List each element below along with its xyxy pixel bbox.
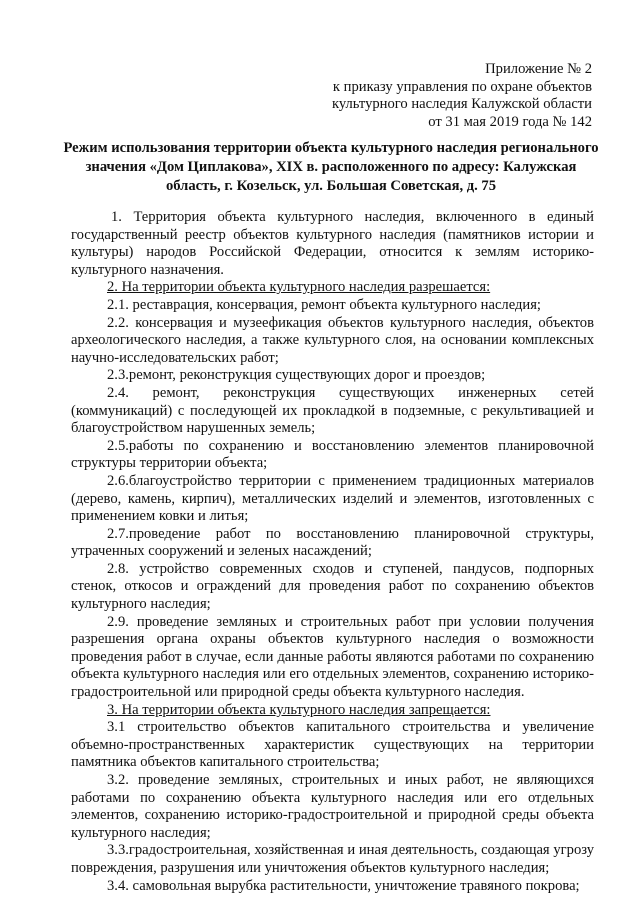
list-item: 2.5.работы по сохранению и восстановлению элементов планировочной структуры территории объекта;: [71, 437, 594, 472]
list-item: 2.2. консервация и музеефикация объектов культурного наследия, объектов археологического наследия, а также культурного слоя, на основании комплексных научно-исследовательских работ;: [71, 314, 594, 366]
appendix-authority: культурного наследия Калужской области: [331, 96, 592, 113]
appendix-number: Приложение № 2: [485, 61, 592, 77]
list-item: 2.9. проведение земляных и строительных работ при условии получения разрешения органа охраны объектов культурного наследия о возможности проведения работ в случае, если данные работы являются работами по сохранению объекта культурного наследия или его отдельных элементов, сохранению историко-градостроительной или природной среды объекта культурного наследия.: [71, 613, 594, 701]
appendix-header: [332, 61, 592, 131]
appendix-order-ref: к приказу управления по охране объектов: [332, 78, 592, 95]
list-item: 2.6.благоустройство территории с применением традиционных материалов (дерево, камень, кирпич), металлических изделий и элементов, изготовленных с применением ковки и литья;: [71, 472, 594, 525]
list-item: 2.7.проведение работ по восстановлению планировочной структуры, утраченных сооружений и зеленых насаждений;: [71, 525, 594, 560]
list-item: 3.1 строительство объектов капитального строительства и увеличение объемно-пространственных характеристик существующих на территории памятника объектов капитального строительства;: [71, 719, 594, 771]
list-item: 3.4. самовольная вырубка растительности, уничтожение травяного покрова;: [107, 877, 580, 894]
document-body: [71, 209, 594, 895]
list-item: 2.1. реставрация, консервация, ремонт объекта культурного наследия;: [107, 296, 541, 313]
list-item: 3.3.градостроительная, хозяйственная и иная деятельность, создающая угрозу повреждения, разрушения или уничтожения объектов культурного наследия;: [71, 842, 594, 876]
document-title: Режим использования территории объекта культурного наследия регионального значения «Дом Циплакова», XIX в. расположенного по адресу: Калужская область, г. Козельск, ул. Большая Советская, д. 75: [63, 140, 599, 194]
section-3-heading: 3. На территории объекта культурного наследия запрещается:: [107, 701, 491, 718]
appendix-date: от 31 мая 2019 года № 142: [428, 113, 592, 130]
section-1-text: 1. Территория объекта культурного наследия, включенного в единый государственный реестр объектов культурного наследия (памятников истории и культуры) народов Российской Федерации, относится к землям историко-культурного назначения.: [71, 209, 594, 278]
list-item: 2.4. ремонт, реконструкция существующих инженерных сетей (коммуникаций) с последующей их прокладкой в подземные, с рекультивацией и благоустройством нарушенных земель;: [71, 384, 594, 437]
list-item: 2.3.ремонт, реконструкция существующих дорог и проездов;: [107, 367, 486, 384]
section-2-heading: 2. На территории объекта культурного наследия разрешается:: [107, 279, 491, 296]
list-item: 3.2. проведение земляных, строительных и иных работ, не являющихся работами по сохранению объекта культурного наследия или его отдельных элементов, сохранению историко-градостроительной и природной среды объекта культурного наследия;: [71, 772, 594, 841]
list-item: 2.8. устройство современных сходов и ступеней, пандусов, подпорных стенок, откосов и ограждений для проведения работ по сохранению объектов культурного наследия;: [71, 560, 594, 613]
